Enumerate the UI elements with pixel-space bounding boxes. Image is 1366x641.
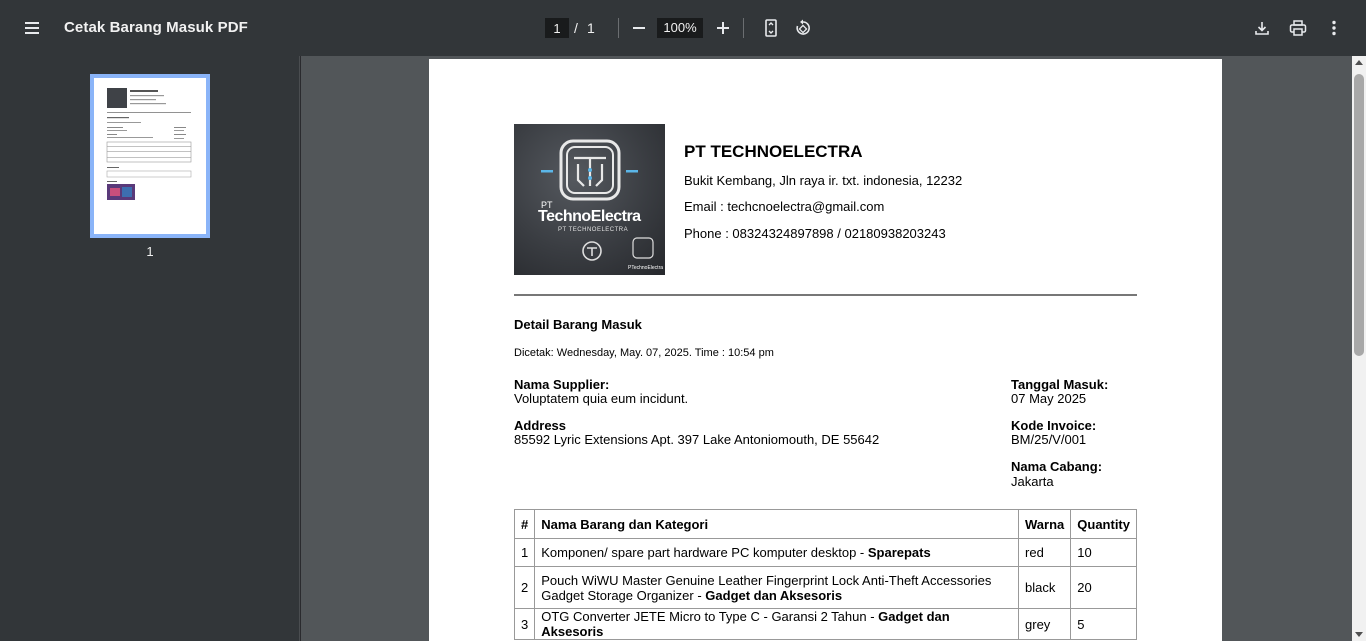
invoice-value: BM/25/V/001 xyxy=(1011,432,1087,447)
address-label: Address xyxy=(514,418,567,433)
header-divider xyxy=(514,294,1137,296)
date-label: Tanggal Masuk: xyxy=(1011,377,1109,392)
page-thumbnail[interactable] xyxy=(90,74,210,238)
supplier-label: Nama Supplier: xyxy=(514,377,610,392)
vertical-scrollbar[interactable] xyxy=(1352,56,1366,641)
document-heading: Detail Barang Masuk xyxy=(514,317,642,332)
zoom-out-button[interactable] xyxy=(625,14,653,42)
minus-icon xyxy=(632,21,646,35)
company-email: Email : techcnoelectra@gmail.com xyxy=(684,199,885,214)
pdf-toolbar xyxy=(0,0,1366,56)
item-category: Sparepats xyxy=(867,545,931,560)
branch-label: Nama Cabang: xyxy=(1011,459,1103,474)
print-button[interactable] xyxy=(1284,14,1312,42)
logo-subtitle: PT TECHNOELECTRA xyxy=(558,227,629,233)
logo-badge-text: PTechnoElectra xyxy=(628,265,664,271)
more-options-button[interactable] xyxy=(1320,14,1348,42)
table-row xyxy=(515,609,1137,640)
row-color: grey xyxy=(1019,609,1071,640)
table-row xyxy=(515,539,1137,567)
scroll-up-arrow-icon[interactable] xyxy=(1355,60,1363,65)
row-quantity: 20 xyxy=(1071,567,1137,609)
supplier-value: Voluptatem quia eum incidunt. xyxy=(514,391,689,406)
thumbnail-sidebar xyxy=(0,56,300,641)
address-value: 85592 Lyric Extensions Apt. 397 Lake Antoniomouth, DE 55642 xyxy=(514,432,880,447)
item-separator: - xyxy=(693,587,706,603)
document-title: Cetak Barang Masuk PDF xyxy=(64,19,248,36)
item-name: Komponen/ spare part hardware PC komputer desktop xyxy=(541,545,857,560)
column-header-quantity: Quantity xyxy=(1071,510,1137,539)
rotate-icon xyxy=(794,19,812,37)
row-number: 2 xyxy=(515,567,535,609)
row-color: red xyxy=(1019,539,1071,567)
scroll-down-arrow-icon[interactable] xyxy=(1355,632,1363,637)
printed-timestamp: Dicetak: Wednesday, May. 07, 2025. Time : 10:54 pm xyxy=(514,347,774,359)
row-color: black xyxy=(1019,567,1071,609)
document-viewer xyxy=(301,56,1352,641)
logo-wordmark: TechnoElectra xyxy=(538,208,641,225)
thumbnail-page-number: 1 xyxy=(146,244,154,259)
column-header-name: Nama Barang dan Kategori xyxy=(535,510,1019,539)
page-total: 1 xyxy=(587,20,595,36)
item-separator: - xyxy=(866,609,879,624)
fit-page-button[interactable] xyxy=(757,14,785,42)
company-phone: Phone : 08324324897898 / 02180938203243 xyxy=(684,226,946,241)
item-name: Pouch WiWU Master Genuine Leather Fingerprint Lock Anti-Theft Accessories Gadget Storage Organizer xyxy=(541,572,992,603)
page-separator: / xyxy=(574,20,578,36)
company-address: Bukit Kembang, Jln raya ir. txt. indonesia, 12232 xyxy=(684,173,963,188)
print-icon xyxy=(1289,20,1307,36)
row-item xyxy=(535,567,1019,609)
table-row xyxy=(515,567,1137,609)
toolbar-divider xyxy=(618,18,619,38)
rotate-button[interactable] xyxy=(789,14,817,42)
column-header-number: # xyxy=(515,510,535,539)
company-name: PT TECHNOELECTRA xyxy=(684,142,863,161)
page-thumbnail-preview xyxy=(94,78,206,234)
pdf-page xyxy=(429,59,1222,641)
logo-pt-text: PT xyxy=(541,200,553,210)
circuit-logo-icon xyxy=(514,124,665,275)
fit-page-icon xyxy=(763,19,779,37)
date-value: 07 May 2025 xyxy=(1011,391,1087,406)
zoom-level-input[interactable]: 100% xyxy=(657,18,703,38)
item-category: Gadget dan Aksesoris xyxy=(541,609,950,639)
download-icon xyxy=(1254,20,1270,36)
row-quantity: 10 xyxy=(1071,539,1137,567)
branch-value: Jakarta xyxy=(1011,474,1054,489)
more-vertical-icon xyxy=(1332,20,1336,36)
zoom-in-button[interactable] xyxy=(709,14,737,42)
page-number-input[interactable] xyxy=(545,18,569,38)
company-logo xyxy=(514,124,665,275)
row-number: 3 xyxy=(515,609,535,640)
item-separator: - xyxy=(856,545,868,560)
column-header-color: Warna xyxy=(1019,510,1071,539)
table-header-row xyxy=(515,510,1137,539)
download-button[interactable] xyxy=(1248,14,1276,42)
menu-icon[interactable] xyxy=(18,14,46,42)
items-table xyxy=(514,509,1137,640)
row-item xyxy=(535,539,1019,567)
toolbar-divider xyxy=(743,18,744,38)
row-quantity: 5 xyxy=(1071,609,1137,640)
scrollbar-thumb[interactable] xyxy=(1354,74,1364,356)
row-number: 1 xyxy=(515,539,535,567)
item-name: OTG Converter JETE Micro to Type C - Garansi 2 Tahun xyxy=(541,609,867,624)
invoice-label: Kode Invoice: xyxy=(1011,418,1097,433)
row-item xyxy=(535,609,1019,640)
item-category: Gadget dan Aksesoris xyxy=(705,587,843,603)
plus-icon xyxy=(716,21,730,35)
